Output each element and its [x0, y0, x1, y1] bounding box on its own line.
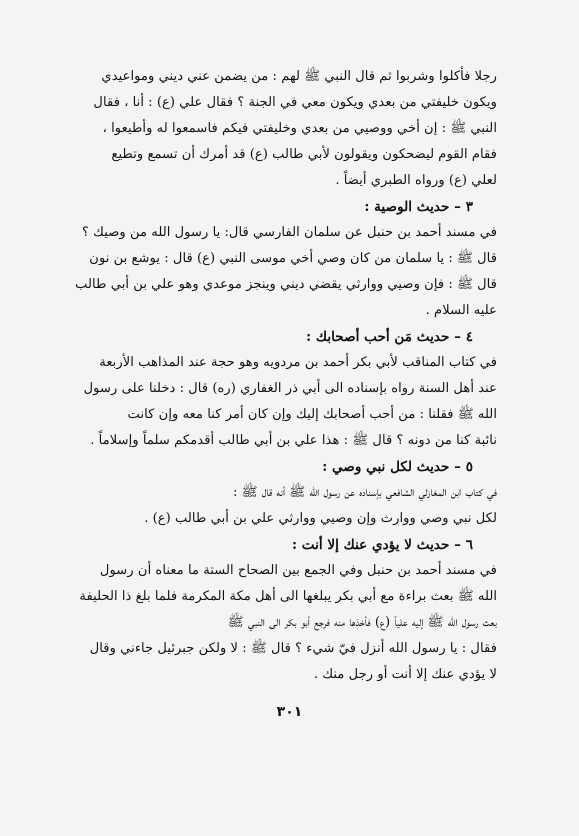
text-line: في مسند أحمد بن حنبل وفي الجمع بين الصحاح الستة ما معناه أن رسول: [99, 563, 497, 578]
page-number: ٣٠١: [276, 704, 303, 720]
section-heading: ٤ – حديث مَن أحب أصحابك :: [306, 329, 473, 345]
section-heading: ٦ – حديث لا يؤدي عنك إلا أنت :: [291, 537, 473, 553]
text-line: عند أهل السنة رواه بإسناده الى أبي ذر الغفاري (ره) قال : دخلنا على رسول: [83, 381, 497, 396]
text-line: الله ﷺ فقلنا : من أحب أصحابك إليك وإن كان أمر كنا معه وإن كانت: [127, 407, 497, 422]
text-line: في كتاب ابن المغازلي الشافعي بإسناده عن رسول الله ﷺ أنه قال ﷺ :: [232, 485, 497, 500]
body-text: [67, 64, 497, 688]
section-heading: ٣ – حديث الوصية :: [364, 199, 473, 215]
text-line: رجلا فأكلوا وشربوا ثم قال النبي ﷺ لهم : من يضمن عني ديني ومواعيدي: [101, 69, 497, 84]
text-line: قال ﷺ : يا سلمان من كان وصي أخي موسى النبي (ع) قال : يوشع بن نون: [89, 251, 497, 266]
text-line: قال ﷺ : فإن وصيي ووارثي يقضي ديني وينجز موعدي وهو علي بن أبي طالب: [75, 277, 497, 292]
text-line: عليه السلام .: [425, 303, 497, 318]
text-line: فقال : يا رسول الله أنزل فيّ شيء ؟ قال ﷺ : لا ولكن جبرئيل جاءني وقال: [89, 641, 497, 656]
text-line: في كتاب المناقب لأبي بكر أحمد بن مردويه وهو حجة عند المذاهب الأربعة: [99, 355, 497, 370]
text-line: لا يؤدي عنك إلا أنت أو رجل منك .: [313, 667, 497, 682]
text-line: ويكون خليفتي من بعدي ويكون معي في الجنة ؟ فقال علي (ع) : أنا ، فقال: [93, 95, 497, 110]
text-line: لعلي (ع) ورواه الطبري أيضاً .: [335, 173, 497, 188]
text-line: بعث رسول الله ﷺ إليه علياً (ع) فأخذها منه فرجع أبو بكر الى النبي ﷺ: [227, 615, 497, 630]
text-line: نائبة كنا من دونه ؟ قال ﷺ : هذا علي بن أبي طالب أقدمكم سلماً وإسلاماً .: [90, 433, 497, 448]
text-line: الله ﷺ بعث براءة مع أبي بكر يبلغها الى أهل مكة المكرمة فلما بلغ ذا الحليفة: [79, 589, 497, 604]
text-line: في مسند أحمد بن حنبل عن سلمان الفارسي قال: يا رسول الله من وصيك ؟: [81, 225, 497, 240]
section-heading: ٥ – حديث لكل نبي وصي :: [322, 459, 473, 475]
text-line: النبي ﷺ : إن أخي ووصيي من بعدي وخليفتي فيكم فاسمعوا له وأطيعوا ،: [102, 121, 497, 136]
text-line: فقام القوم ليضحكون ويقولون لأبي طالب (ع) قد أمرك أن تسمع وتطيع: [111, 147, 497, 162]
text-line: لكل نبي وصي ووارث وإن وصيي ووارثي علي بن أبي طالب (ع) .: [144, 511, 497, 526]
